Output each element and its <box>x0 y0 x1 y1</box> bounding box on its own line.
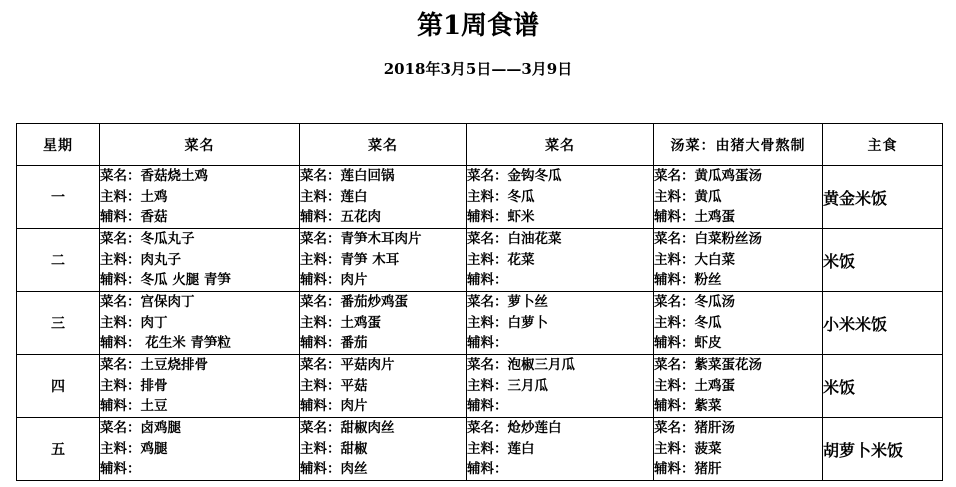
dish-cell <box>100 229 300 292</box>
side-ingredient: 辅料：紫菜 <box>654 398 722 415</box>
side-ingredient: 辅料：五花肉 <box>300 209 381 226</box>
weekday-cell: 二 <box>17 229 100 292</box>
dish-name: 菜名：猪肝汤 <box>654 420 735 437</box>
main-ingredient: 主料：鸡腿 <box>100 440 168 457</box>
side-ingredient: 辅料：虾米 <box>467 209 535 226</box>
side-ingredient: 辅料： 花生米 青笋粒 <box>100 335 231 352</box>
side-ingredient: 辅料：番茄 <box>300 335 368 352</box>
dish-cell <box>467 166 654 229</box>
soup-cell <box>654 166 823 229</box>
dish-cell <box>467 355 654 418</box>
main-ingredient: 主料：青笋 木耳 <box>300 251 400 268</box>
main-ingredient: 主料：冬瓜 <box>467 188 535 205</box>
dish-name: 菜名：白菜粉丝汤 <box>654 231 762 248</box>
dish-name: 菜名：土豆烧排骨 <box>100 357 208 374</box>
dish-cell <box>300 229 467 292</box>
dish-cell <box>467 292 654 355</box>
menu-table <box>16 123 943 481</box>
soup-cell <box>654 418 823 481</box>
table-row <box>17 418 943 481</box>
table-row <box>17 355 943 418</box>
dish-cell <box>467 418 654 481</box>
side-ingredient: 辅料：香菇 <box>100 209 168 226</box>
header-soup: 汤菜：由猪大骨熬制 <box>654 124 823 166</box>
side-ingredient: 辅料：肉片 <box>300 398 368 415</box>
dish-name: 菜名：紫菜蛋花汤 <box>654 357 762 374</box>
dish-name: 菜名：平菇肉片 <box>300 357 395 374</box>
main-ingredient: 主料：土鸡蛋 <box>654 377 735 394</box>
header-staple: 主食 <box>823 124 943 166</box>
staple-cell: 黄金米饭 <box>823 166 943 229</box>
dish-name: 菜名：冬瓜汤 <box>654 294 735 311</box>
side-ingredient: 辅料： <box>467 398 508 415</box>
weekday-cell: 三 <box>17 292 100 355</box>
dish-name: 菜名：炝炒莲白 <box>467 420 562 437</box>
dish-name: 菜名：卤鸡腿 <box>100 420 181 437</box>
dish-name: 菜名：金钩冬瓜 <box>467 168 562 185</box>
staple-cell: 米饭 <box>823 355 943 418</box>
dish-cell <box>300 292 467 355</box>
side-ingredient: 辅料：土豆 <box>100 398 168 415</box>
dish-name: 菜名：宫保肉丁 <box>100 294 195 311</box>
main-ingredient: 主料：土鸡蛋 <box>300 314 381 331</box>
side-ingredient: 辅料：土鸡蛋 <box>654 209 735 226</box>
soup-cell <box>654 292 823 355</box>
dish-cell <box>100 166 300 229</box>
header-dish-2: 菜名 <box>300 124 467 166</box>
main-ingredient: 主料：三月瓜 <box>467 377 548 394</box>
table-row <box>17 229 943 292</box>
dish-cell <box>100 292 300 355</box>
soup-cell <box>654 229 823 292</box>
side-ingredient: 辅料：猪肝 <box>654 461 722 478</box>
dish-cell <box>467 229 654 292</box>
main-ingredient: 主料：莲白 <box>467 440 535 457</box>
dish-cell <box>300 166 467 229</box>
weekday-cell: 五 <box>17 418 100 481</box>
side-ingredient: 辅料： <box>467 461 508 478</box>
main-ingredient: 主料：大白菜 <box>654 251 735 268</box>
date-range: 2018年3月5日——3月9日 <box>383 60 573 78</box>
dish-name: 菜名：青笋木耳肉片 <box>300 231 422 248</box>
dish-name: 菜名：冬瓜丸子 <box>100 231 195 248</box>
main-ingredient: 主料：白萝卜 <box>467 314 548 331</box>
staple-cell: 胡萝卜米饭 <box>823 418 943 481</box>
page-title: 第1周食谱 <box>416 11 540 41</box>
staple-cell: 小米米饭 <box>823 292 943 355</box>
table-row <box>17 166 943 229</box>
header-weekday: 星期 <box>17 124 100 166</box>
side-ingredient: 辅料：肉片 <box>300 272 368 289</box>
menu-body <box>17 166 943 481</box>
header-dish-3: 菜名 <box>467 124 654 166</box>
dish-name: 菜名：甜椒肉丝 <box>300 420 395 437</box>
main-ingredient: 主料：黄瓜 <box>654 188 722 205</box>
dish-name: 菜名：白油花菜 <box>467 231 562 248</box>
main-ingredient: 主料：冬瓜 <box>654 314 722 331</box>
weekday-cell: 四 <box>17 355 100 418</box>
side-ingredient: 辅料： <box>467 335 508 352</box>
header-dish-1: 菜名 <box>100 124 300 166</box>
staple-cell: 米饭 <box>823 229 943 292</box>
main-ingredient: 主料：肉丁 <box>100 314 168 331</box>
dish-name: 菜名：黄瓜鸡蛋汤 <box>654 168 762 185</box>
main-ingredient: 主料：菠菜 <box>654 440 722 457</box>
header-row <box>17 124 943 166</box>
dish-cell <box>300 355 467 418</box>
dish-name: 菜名：泡椒三月瓜 <box>467 357 575 374</box>
dish-name: 菜名：莲白回锅 <box>300 168 395 185</box>
side-ingredient: 辅料：粉丝 <box>654 272 722 289</box>
dish-name: 菜名：番茄炒鸡蛋 <box>300 294 408 311</box>
dish-cell <box>300 418 467 481</box>
main-ingredient: 主料：莲白 <box>300 188 368 205</box>
main-ingredient: 主料：排骨 <box>100 377 168 394</box>
main-ingredient: 主料：土鸡 <box>100 188 168 205</box>
dish-cell <box>100 355 300 418</box>
side-ingredient: 辅料：冬瓜 火腿 青笋 <box>100 272 231 289</box>
soup-cell <box>654 355 823 418</box>
side-ingredient: 辅料： <box>467 272 508 289</box>
main-ingredient: 主料：平菇 <box>300 377 368 394</box>
dish-name: 菜名：萝卜丝 <box>467 294 548 311</box>
main-ingredient: 主料：甜椒 <box>300 440 368 457</box>
side-ingredient: 辅料：肉丝 <box>300 461 368 478</box>
main-ingredient: 主料：花菜 <box>467 251 535 268</box>
main-ingredient: 主料：肉丸子 <box>100 251 181 268</box>
table-row <box>17 292 943 355</box>
dish-cell <box>100 418 300 481</box>
weekday-cell: 一 <box>17 166 100 229</box>
dish-name: 菜名：香菇烧土鸡 <box>100 168 208 185</box>
side-ingredient: 辅料： <box>100 461 141 478</box>
side-ingredient: 辅料：虾皮 <box>654 335 722 352</box>
